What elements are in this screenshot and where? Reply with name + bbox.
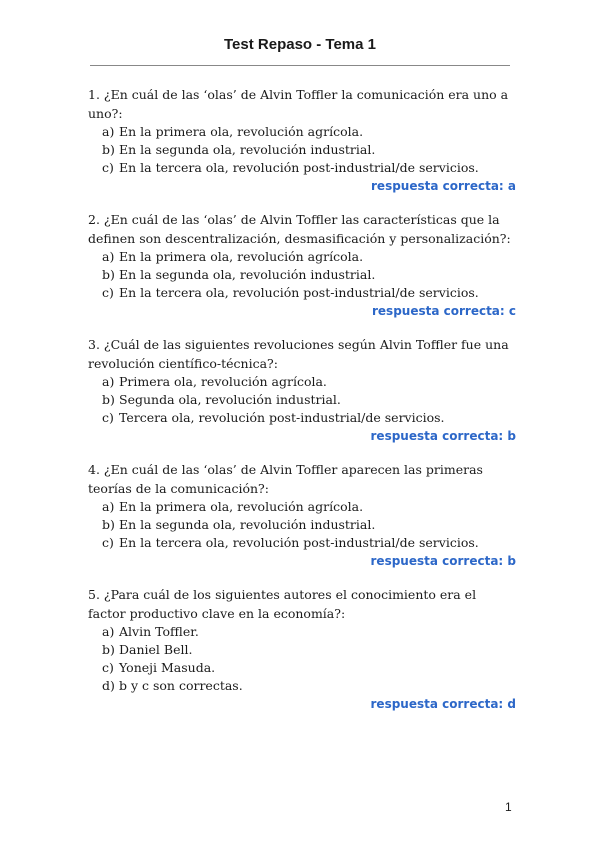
option-text: En la primera ola, revolución agrícola. bbox=[119, 249, 364, 264]
option-text: Primera ola, revolución agrícola. bbox=[119, 374, 327, 389]
option-item bbox=[88, 498, 516, 516]
option-letter: a) bbox=[102, 249, 115, 264]
option-letter: a) bbox=[102, 124, 115, 139]
option-letter: c) bbox=[102, 410, 114, 425]
option-item bbox=[88, 159, 516, 177]
option-item bbox=[88, 534, 516, 552]
option-text: En la primera ola, revolución agrícola. bbox=[119, 499, 364, 514]
correct-answer: respuesta correcta: a bbox=[371, 179, 516, 193]
option-letter: c) bbox=[102, 535, 114, 550]
question-text: 5. ¿Para cuál de los siguientes autores el conocimiento era el factor productivo clave en la economía?: bbox=[88, 587, 477, 621]
option-letter: b) bbox=[102, 267, 115, 282]
question-2 bbox=[88, 210, 516, 320]
option-letter: b) bbox=[102, 642, 115, 657]
question-text: 4. ¿En cuál de las ‘olas’ de Alvin Toffler aparecen las primeras teorías de la comunicación?: bbox=[88, 462, 483, 496]
option-item bbox=[88, 516, 516, 534]
option-item bbox=[88, 123, 516, 141]
option-letter: a) bbox=[102, 374, 115, 389]
option-text: En la segunda ola, revolución industrial. bbox=[119, 142, 376, 157]
option-text: En la segunda ola, revolución industrial. bbox=[119, 517, 376, 532]
page-number: 1 bbox=[505, 800, 512, 814]
option-item bbox=[88, 284, 516, 302]
option-item bbox=[88, 659, 516, 677]
option-text: Segunda ola, revolución industrial. bbox=[119, 392, 341, 407]
option-text: Yoneji Masuda. bbox=[119, 660, 216, 675]
option-item bbox=[88, 141, 516, 159]
option-text: En la tercera ola, revolución post-industrial/de servicios. bbox=[119, 160, 479, 175]
option-item bbox=[88, 391, 516, 409]
option-item bbox=[88, 677, 516, 695]
option-item bbox=[88, 641, 516, 659]
option-letter: b) bbox=[102, 142, 115, 157]
option-item bbox=[88, 266, 516, 284]
option-text: b y c son correctas. bbox=[119, 678, 243, 693]
question-1 bbox=[88, 85, 516, 195]
option-letter: b) bbox=[102, 392, 115, 407]
correct-answer: respuesta correcta: b bbox=[370, 429, 516, 443]
option-letter: a) bbox=[102, 624, 115, 639]
option-list bbox=[88, 248, 516, 302]
option-item bbox=[88, 373, 516, 391]
option-list bbox=[88, 498, 516, 552]
option-letter: b) bbox=[102, 517, 115, 532]
option-text: En la tercera ola, revolución post-industrial/de servicios. bbox=[119, 535, 479, 550]
option-text: Alvin Toffler. bbox=[119, 624, 199, 639]
option-letter: c) bbox=[102, 160, 114, 175]
option-text: Daniel Bell. bbox=[119, 642, 193, 657]
option-item bbox=[88, 409, 516, 427]
option-text: En la tercera ola, revolución post-industrial/de servicios. bbox=[119, 285, 479, 300]
question-text: 2. ¿En cuál de las ‘olas’ de Alvin Toffler las características que la definen son descentralización, desmasificación y personalización?: bbox=[88, 212, 511, 246]
title-divider bbox=[90, 65, 510, 66]
question-text: 3. ¿Cuál de las siguientes revoluciones según Alvin Toffler fue una revolución científico-técnica?: bbox=[88, 337, 509, 371]
option-letter: a) bbox=[102, 499, 115, 514]
option-letter: c) bbox=[102, 660, 114, 675]
option-item bbox=[88, 623, 516, 641]
option-list bbox=[88, 373, 516, 427]
option-letter: c) bbox=[102, 285, 114, 300]
option-text: Tercera ola, revolución post-industrial/de servicios. bbox=[119, 410, 445, 425]
question-text: 1. ¿En cuál de las ‘olas’ de Alvin Toffler la comunicación era uno a uno?: bbox=[88, 87, 509, 121]
correct-answer: respuesta correcta: c bbox=[372, 304, 516, 318]
option-list bbox=[88, 123, 516, 177]
option-letter: d) bbox=[102, 678, 115, 693]
question-3 bbox=[88, 335, 516, 445]
correct-answer: respuesta correcta: d bbox=[370, 697, 516, 711]
option-text: En la primera ola, revolución agrícola. bbox=[119, 124, 364, 139]
question-list bbox=[88, 85, 516, 728]
question-4 bbox=[88, 460, 516, 570]
option-list bbox=[88, 623, 516, 695]
option-text: En la segunda ola, revolución industrial. bbox=[119, 267, 376, 282]
option-item bbox=[88, 248, 516, 266]
question-5 bbox=[88, 585, 516, 713]
correct-answer: respuesta correcta: b bbox=[370, 554, 516, 568]
page-title: Test Repaso - Tema 1 bbox=[224, 36, 376, 53]
